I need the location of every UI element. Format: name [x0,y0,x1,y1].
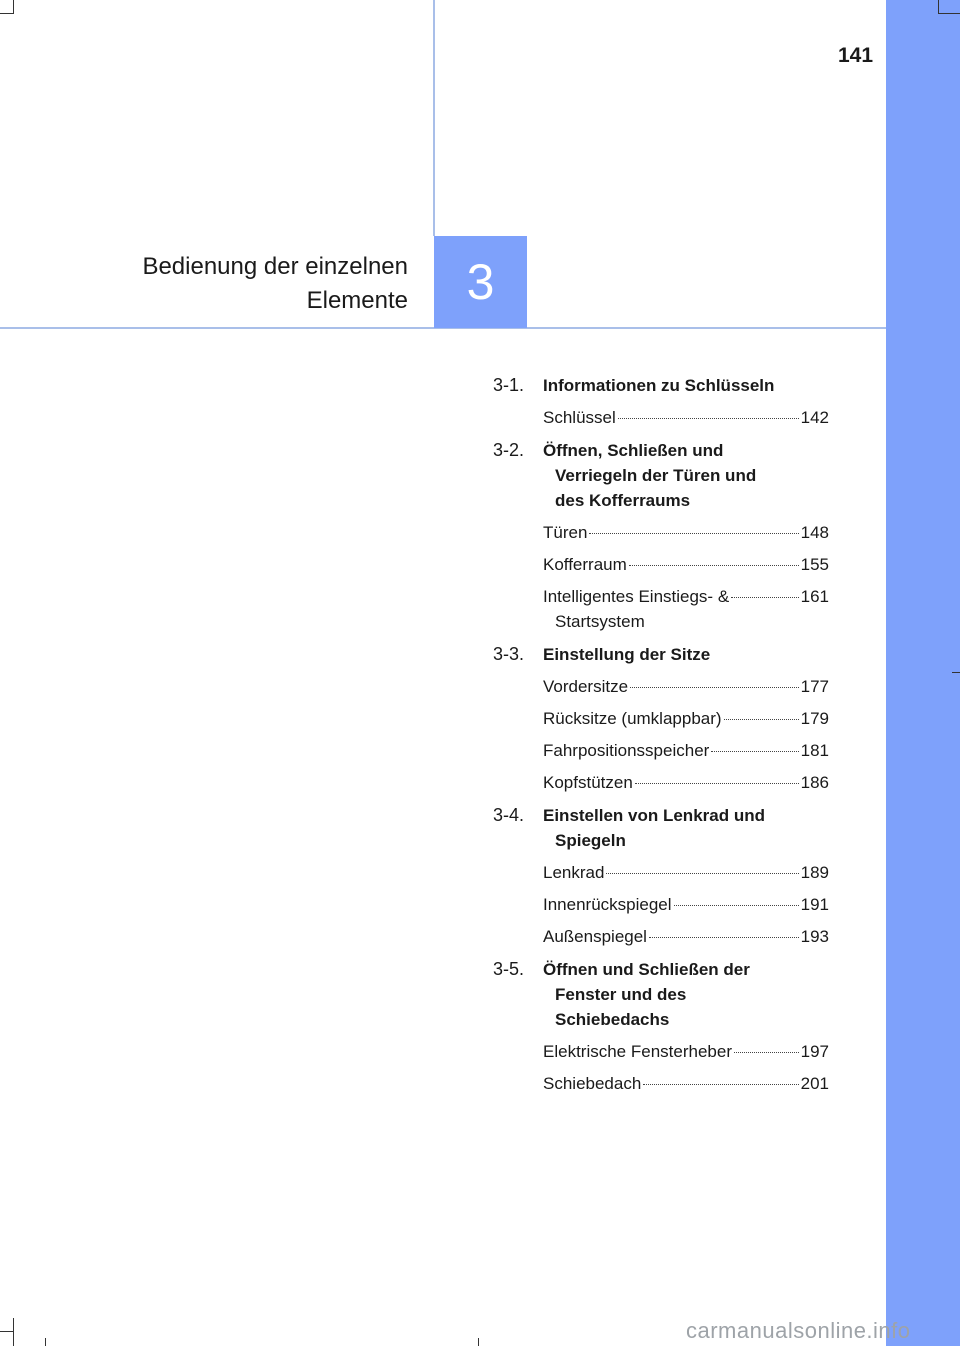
entry-label-line: Rücksitze (umklappbar) [543,709,722,728]
crop-mark [13,0,14,14]
section-title [543,373,829,398]
entry-label-line: Kopfstützen [543,773,633,792]
toc-entry[interactable] [543,1071,829,1096]
section-number: 3-5. [493,959,525,979]
vertical-rule [433,0,435,236]
entry-page-number: 193 [800,927,829,946]
crop-mark [952,672,960,673]
section-heading[interactable] [493,642,829,667]
entry-label [543,706,722,731]
toc-entry[interactable] [543,924,829,949]
section-heading[interactable] [493,438,829,513]
entry-page-number: 142 [800,408,829,427]
section-title-line: Einstellen von Lenkrad und [543,806,765,825]
crop-mark [938,0,939,14]
entry-label-line: Intelligentes Einstiegs- & [543,587,730,606]
chapter-title-line: Bedienung der einzelnen [142,253,408,280]
section-title-line: Spiegeln [555,831,626,850]
toc-entry[interactable] [543,860,829,885]
chapter-side-tab [886,0,960,1346]
entry-label-line: Kofferraum [543,555,627,574]
toc-entry[interactable] [543,405,829,430]
section-title-line: Informationen zu Schlüsseln [543,376,775,395]
toc-section [493,803,829,949]
page-number: 141 [838,44,874,67]
dot-leader [711,751,798,752]
entry-label-line: Schiebedach [543,1074,642,1093]
crop-mark [0,13,14,14]
entry-label [543,860,604,885]
dot-leader [643,1084,798,1085]
crop-mark [478,1338,479,1346]
chapter-title [142,250,408,318]
entry-label [543,584,729,634]
entry-label-line: Startsystem [555,612,645,631]
section-number: 3-2. [493,440,525,460]
section-title [543,642,829,667]
section-title-line: Schiebedachs [555,1010,670,1029]
section-number: 3-4. [493,805,525,825]
dot-leader [630,687,799,688]
section-title-line: des Kofferraums [555,491,691,510]
entry-page-number: 181 [800,741,829,760]
entry-label-line: Innenrückspiegel [543,895,672,914]
dot-leader [674,905,799,906]
entry-label-line: Außenspiegel [543,927,647,946]
section-title [543,803,829,853]
entry-label-line: Elektrische Fensterheber [543,1042,732,1061]
entry-page-number: 179 [800,709,829,728]
entry-label-line: Türen [543,523,588,542]
toc-section [493,957,829,1096]
entry-label-line: Lenkrad [543,863,605,882]
toc-entry[interactable] [543,706,829,731]
entry-label [543,738,709,763]
dot-leader [629,565,799,566]
section-heading[interactable] [493,373,829,398]
toc-entry[interactable] [543,770,829,795]
toc-entry[interactable] [543,738,829,763]
dot-leader [589,533,798,534]
entry-page-number: 177 [800,677,829,696]
chapter-number: 3 [466,254,495,310]
section-heading[interactable] [493,957,829,1032]
entry-label [543,405,616,430]
crop-mark [0,1331,14,1332]
entry-label [543,770,633,795]
chapter-number-box [434,236,527,328]
crop-mark [13,1318,14,1346]
crop-mark [45,1338,46,1346]
dot-leader [734,1052,799,1053]
entry-page-number: 161 [800,587,829,606]
dot-leader [731,597,798,598]
section-title-line: Öffnen, Schließen und [543,441,724,460]
section-number: 3-1. [493,375,525,395]
watermark: carmanualsonline.info [686,1318,911,1343]
crop-mark [938,13,960,14]
entry-label [543,892,672,917]
dot-leader [635,783,799,784]
toc-entry[interactable] [543,520,829,545]
dot-leader [724,719,799,720]
entry-label [543,520,587,545]
toc-section [493,642,829,795]
section-number: 3-3. [493,644,525,664]
entry-page-number: 155 [800,555,829,574]
entry-page-number: 201 [800,1074,829,1093]
section-heading[interactable] [493,803,829,853]
entry-label-line: Schlüssel [543,408,616,427]
toc-entry[interactable] [543,1039,829,1064]
entry-page-number: 148 [800,523,829,542]
toc-entry[interactable] [543,584,829,634]
section-title-line: Verriegeln der Türen und [555,466,757,485]
section-title-line: Einstellung der Sitze [543,645,711,664]
toc-section [493,438,829,634]
entry-label [543,674,628,699]
toc-entry[interactable] [543,892,829,917]
entry-label [543,1071,641,1096]
dot-leader [618,418,799,419]
table-of-contents [493,373,829,1104]
entry-label-line: Vordersitze [543,677,629,696]
entry-page-number: 191 [800,895,829,914]
section-title-line: Fenster und des [555,985,687,1004]
entry-page-number: 189 [800,863,829,882]
entry-label [543,924,647,949]
toc-section [493,373,829,430]
section-title-line: Öffnen und Schließen der [543,960,750,979]
section-title [543,957,829,1032]
dot-leader [606,873,798,874]
entry-page-number: 186 [800,773,829,792]
toc-entry[interactable] [543,552,829,577]
section-title [543,438,829,513]
entry-label [543,552,627,577]
entry-label-line: Fahrpositionsspeicher [543,741,710,760]
entry-label [543,1039,732,1064]
dot-leader [649,937,799,938]
toc-entry[interactable] [543,674,829,699]
chapter-title-line: Elemente [306,287,408,314]
entry-page-number: 197 [800,1042,829,1061]
